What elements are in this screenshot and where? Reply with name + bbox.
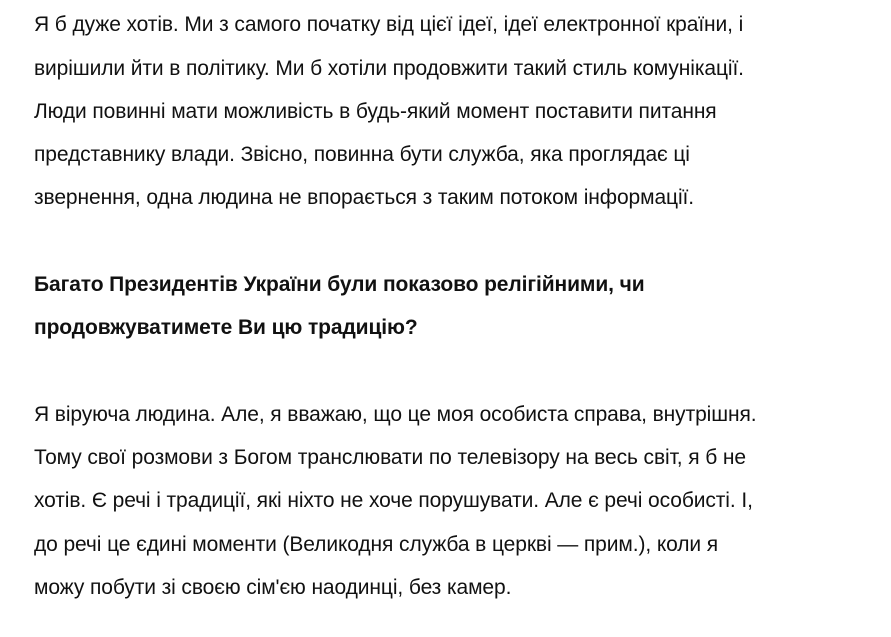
text-line: Я віруюча людина. Але, я вважаю, що це моя особиста справа, внутрішня. (34, 403, 757, 426)
text-line: Люди повинні мати можливість в будь-який момент поставити питання (34, 100, 717, 123)
text-line: представнику влади. Звісно, повинна бути служба, яка проглядає ці (34, 143, 690, 166)
text-line: звернення, одна людина не впорається з таким потоком інформації. (34, 186, 695, 209)
text-line: хотів. Є речі і традиції, які ніхто не хоче порушувати. Але є речі особисті. І, (34, 489, 753, 512)
text-line: Тому свої розмови з Богом транслювати по телевізору на весь світ, я б не (34, 446, 746, 469)
text-line: вирішили йти в політику. Ми б хотіли продовжити такий стиль комунікації. (34, 57, 744, 80)
text-line: Я б дуже хотів. Ми з самого початку від цієї ідеї, ідеї електронної країни, і (34, 13, 744, 36)
question-line: Багато Президентів України були показово релігійними, чи (34, 273, 645, 296)
text-line: до речі це єдині моменти (Великодня служба в церкві — прим.), коли я (34, 533, 719, 556)
question-line: продовжуватимете Ви цю традицію? (34, 316, 418, 339)
text-line: можу побути зі своєю сім'єю наодинці, без камер. (34, 576, 512, 599)
